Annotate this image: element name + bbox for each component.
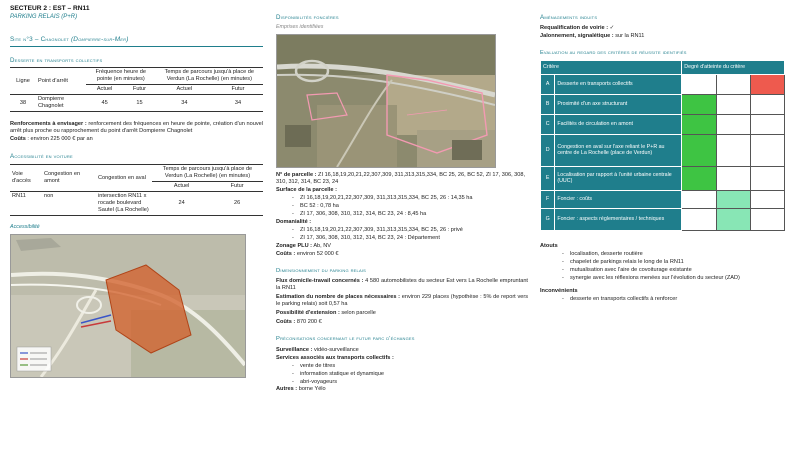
services-heading: Services associés aux transports collectifs : <box>276 354 394 361</box>
grade-cell <box>750 166 784 190</box>
sector-title: SECTEUR 2 : EST – RN11 <box>10 5 90 12</box>
col-frequence: Fréquence heure de pointe (en minutes) <box>86 68 156 85</box>
grade-cell-filled <box>682 94 716 114</box>
criterion-name: Localisation par rapport à l'unité urbaine centrale (UUC) <box>555 166 682 190</box>
col-ligne: Ligne <box>10 68 36 95</box>
col-freq-futur: Futur <box>123 85 155 95</box>
map-caption: Accessibilité <box>10 224 40 231</box>
dimensionnement-couts: Coûts : 870 200 € <box>276 319 322 326</box>
criterion-letter: F <box>541 190 555 208</box>
desserte-table <box>10 67 263 112</box>
surveillance-line: Surveillance : vidéo-surveillance <box>276 346 359 353</box>
list-item: - abri-voyageurs <box>292 379 528 386</box>
inconvenients-heading: Inconvénients <box>540 287 578 294</box>
dimensionnement-heading: Dimensionnement du parking relais <box>276 268 366 275</box>
grade-cell <box>716 94 750 114</box>
column-right <box>540 0 792 304</box>
list-item: - ZI 16,18,19,20,21,22,307,309, 311,313,315,334, BC 25, 26 : privé <box>292 227 528 234</box>
list-item: - vente de titres <box>292 363 528 370</box>
grade-cell-filled <box>716 208 750 230</box>
col-cong-amont: Congestion en amont <box>42 165 96 192</box>
criterion-name: Foncier : coûts <box>555 190 682 208</box>
criterion-name: Congestion en aval sur l'axe reliant le P+R au centre de La Rochelle (place de Verdun) <box>555 134 682 166</box>
criterion-name: Proximité d'un axe structurant <box>555 94 682 114</box>
jalonnement-line: Jalonnement, signalétique : sur la RN11 <box>540 32 645 39</box>
cell-voie: RN11 <box>10 192 42 216</box>
col-acc-temps: Temps de parcours jusqu'à place de Verdun (La Rochelle) (en minutes) <box>152 165 263 182</box>
criterion-letter: A <box>541 74 555 94</box>
criterion-name: Facilités de circulation en amont <box>555 114 682 134</box>
criterion-letter: G <box>541 208 555 230</box>
atouts-list <box>562 251 792 282</box>
foncier-couts: Coûts : environ 52 000 € <box>276 251 339 258</box>
col-acc-futur: Futur <box>211 182 263 192</box>
accessibilite-heading: Accessibilité en voiture <box>10 153 73 161</box>
list-item: - chapelet de parkings relais le long de la RN11 <box>562 259 792 266</box>
cell-ligne: 38 <box>10 95 36 112</box>
cell-freq-actuel: 45 <box>86 95 123 112</box>
criterion-letter: D <box>541 134 555 166</box>
check-icon: ✓ <box>609 24 615 31</box>
surface-list <box>292 195 528 218</box>
cell-temps-futur: 34 <box>213 95 263 112</box>
list-item: - desserte en transports collectifs à renforcer <box>562 296 792 303</box>
criterion-letter: E <box>541 166 555 190</box>
col-freq-actuel: Actuel <box>86 85 123 95</box>
list-item: - localisation, desserte routière <box>562 251 792 258</box>
col-acc-actuel: Actuel <box>152 182 211 192</box>
estimation-line: Estimation du nombre de places nécessaires : environ 229 places (hypothèse : 5% de report vers le parking relais) soit 0,57 ha <box>276 294 529 308</box>
foncier-heading: Disponibilités foncières <box>276 14 339 21</box>
list-item: - ZI 17, 306, 308, 310, 312, 314, BC 23, 24 : 8,45 ha <box>292 211 528 218</box>
grade-cell <box>750 190 784 208</box>
cell-cong-aval: intersection RN11 x rocade boulevard Sautel (La Rochelle) <box>96 192 152 216</box>
column-left <box>10 0 263 378</box>
domanialite-list <box>292 227 528 242</box>
site-place: (Dompierre-sur-Mer) <box>70 35 129 43</box>
grade-cell <box>750 94 784 114</box>
cell-arret: Dompierre Chagnolet <box>36 95 86 112</box>
flux-line: Flux domicile-travail concernés : 4 580 automobilistes du secteur Est vers La Rochelle empruntant la RN11 <box>276 278 528 292</box>
criterion-letter: C <box>541 114 555 134</box>
eval-col-degre: Degré d'atteinte du critère <box>682 60 785 74</box>
preconisations-heading: Préconisations concernant le futur parc d'échanges <box>276 336 415 343</box>
grade-cell <box>682 190 716 208</box>
list-item: - synergie avec les réflexions menées sur l'évolution du secteur (ZAD) <box>562 275 792 282</box>
aerial-photo-image <box>276 34 496 168</box>
col-temps: Temps de parcours jusqu'à place de Verdun (La Rochelle) (en minutes) <box>156 68 263 85</box>
cell-cong-amont: non <box>42 192 96 216</box>
col-temps-actuel: Actuel <box>156 85 213 95</box>
grade-cell <box>716 74 750 94</box>
grade-cell <box>750 208 784 230</box>
column-middle <box>276 0 528 393</box>
services-list <box>292 363 528 386</box>
accessibility-map-image <box>10 234 246 378</box>
inconvenients-list <box>562 296 792 303</box>
renforcements-text: Renforcements à envisager : renforcement des fréquences en heure de pointe, création d'un nouvel arrêt plus proche ou rapprochement du point d'arrêt Dompierre Chagnolet <box>10 121 263 135</box>
plu-line: Zonage PLU : Ab, NV <box>276 243 332 250</box>
col-cong-aval: Congestion en aval <box>96 165 152 192</box>
grade-cell-filled <box>716 190 750 208</box>
cell-temps-actuel: 34 <box>156 95 213 112</box>
foncier-caption: Emprises identifiées <box>276 23 324 30</box>
parcelle-line: N° de parcelle : ZI 16,18,19,20,21,22,307,309, 311,313,315,334, BC 25, 26, BC 52, ZI 17, 306, 308, 310, 312, 314, BC 23, 24 <box>276 172 526 186</box>
criterion-name: Foncier : aspects réglementaires / techniques <box>555 208 682 230</box>
list-item: - information statique et dynamique <box>292 371 528 378</box>
cell-freq-futur: 15 <box>123 95 155 112</box>
surface-heading: Surface de la parcelle : <box>276 187 337 194</box>
grade-cell <box>716 114 750 134</box>
list-item: - ZI 17, 306, 308, 310, 312, 314, BC 23, 24 : Département <box>292 235 528 242</box>
grade-cell <box>716 134 750 166</box>
col-arret: Point d'arrêt <box>36 68 86 95</box>
criterion-name: Desserte en transports collectifs <box>555 74 682 94</box>
list-item: - mutualisation avec l'aire de covoiturage existante <box>562 267 792 274</box>
requalification-line: Requalification de voirie : ✓ <box>540 24 615 31</box>
grade-cell-filled <box>682 134 716 166</box>
grade-cell <box>682 208 716 230</box>
grade-cell <box>682 74 716 94</box>
cell-acc-futur: 26 <box>211 192 263 216</box>
grade-cell <box>750 134 784 166</box>
col-voie: Voie d'accès <box>10 165 42 192</box>
list-item: - ZI 16,18,19,20,21,22,307,309, 311,313,315,334, BC 25, 26 : 14,35 ha <box>292 195 528 202</box>
desserte-couts: Coûts : environ 225 000 € par an <box>10 136 93 143</box>
criterion-letter: B <box>541 94 555 114</box>
domanialite-heading: Domanialité : <box>276 219 312 226</box>
grade-cell <box>750 114 784 134</box>
atouts-heading: Atouts <box>540 242 558 249</box>
grade-cell-filled <box>682 114 716 134</box>
desserte-heading: Desserte en transports collectifs <box>10 56 103 64</box>
col-temps-futur: Futur <box>213 85 263 95</box>
extension-line: Possibilité d'extension : selon parcelle <box>276 310 376 317</box>
eval-col-critere: Critère <box>541 60 682 74</box>
accessibilite-table <box>10 164 263 216</box>
site-title <box>10 36 263 47</box>
evaluation-table <box>540 60 785 231</box>
list-item: - BC 52 : 0,78 ha <box>292 203 528 210</box>
grade-cell <box>716 166 750 190</box>
site-label: Site n°3 – Chagnolet <box>10 35 69 43</box>
grade-cell-filled <box>750 74 784 94</box>
grade-cell-filled <box>682 166 716 190</box>
amenagements-heading: Aménagements induits <box>540 14 598 21</box>
evaluation-heading: Evaluation au regard des critères de réussite identifiés <box>540 49 687 56</box>
autres-line: Autres : borne Yélo <box>276 386 326 393</box>
sector-subtitle: PARKING RELAIS (P+R) <box>10 14 78 21</box>
cell-acc-actuel: 24 <box>152 192 211 216</box>
